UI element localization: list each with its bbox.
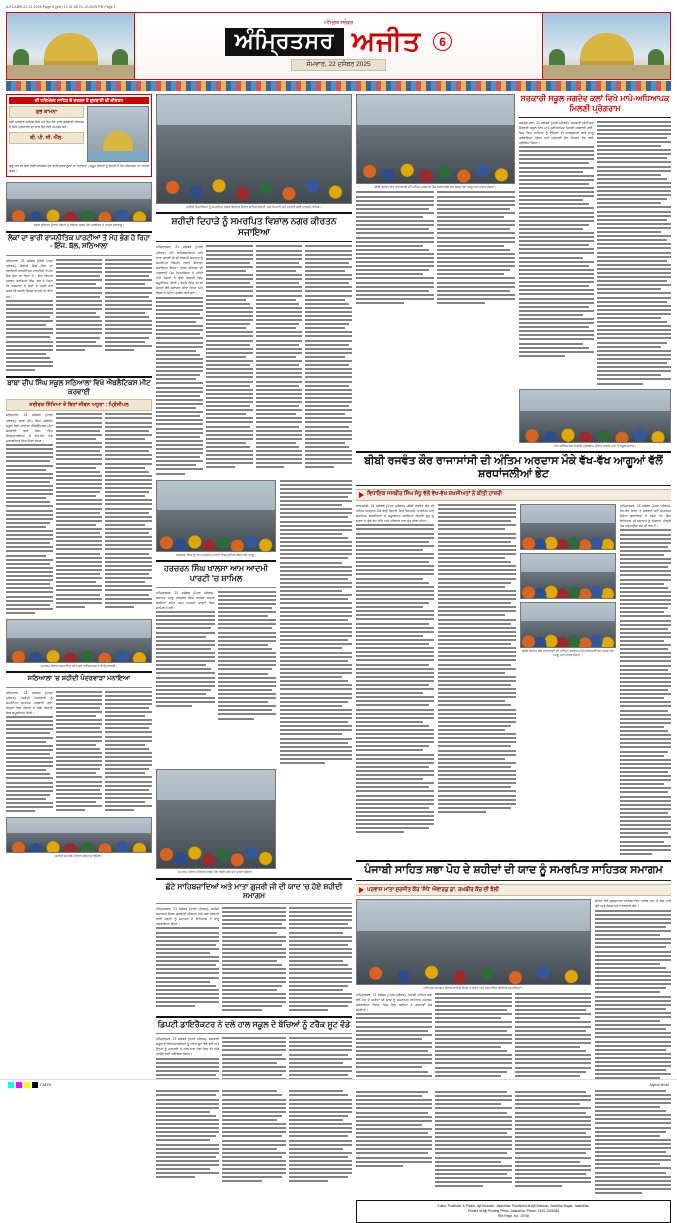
masthead-city: ਅੰਮ੍ਰਿਤਸਰ xyxy=(225,28,344,56)
photo-caption: ਸ਼ਹੀਦੀ ਸਮਾਗਮ ਦੌਰਾਨ ਸੰਗਤ ਦਾ ਇਕੱਠ। xyxy=(55,854,103,859)
right-subbar-text: ਵਿਧਾਇਕ ਜਸਬੀਰ ਸਿੰਘ ਸੰਧੂ ਵੱਲੋਂ ਵੱਖ-ਵੱਖ ਸ਼ਖ਼ਸੀਅਤਾਂ ਨੇ ਕੀਤੀ ਹਾਜ਼ਰੀ xyxy=(367,491,502,498)
story-headline: ਬਾਬਾ ਦੀਪ ਸਿੰਘ ਸਕੂਲ ਸਠਿਆਲਾ ਵਿਖੇ ਐਥਲੈਟਿਕਸ ਮੀਟ ਕਰਵਾਈ xyxy=(7,380,151,396)
story-body: ਅੰਮ੍ਰਿਤਸਰ, 21 ਦਸੰਬਰ (ਪੱਤਰ ਪ੍ਰੇਰਕ)- ਸਰਕਾਰੀ ਸਕੂਲ ਦੇ ਵਿਦਿਆਰਥੀਆਂ ਨੂੰ ਟਰੈਕ ਸੂਟ ਵੰਡੇ ਗਏ ਅਤੇ ਉਨ੍ਹਾਂ ਨੂੰ ਪੜ੍ਹਾਈ ਦੇ ਨਾਲ-ਨਾਲ ਖੇਡਾਂ ਵਿਚ ਵੀ ਅੱਗੇ ਆਉਣ ਲਈ ਪ੍ਰੇਰਿਆ ਗਿਆ। xyxy=(156,1037,220,1057)
story-photo xyxy=(520,504,616,550)
column-c-top xyxy=(356,94,515,448)
body-text-lines xyxy=(218,591,277,720)
body-text-lines xyxy=(356,191,434,304)
ad-headline: ਦੀ ਹਰਿਮੰਦਰ ਸਾਹਿਬ ਦੇ ਦਰਸ਼ਨ ਤੇ ਗੁਰਬਾਣੀ ਦੀ ਕੀਰਤਨ xyxy=(9,97,149,104)
story-body: ਸਠਿਆਲਾ, 21 ਦਸੰਬਰ (ਨਿੱਜੀ ਪੱਤਰ ਪ੍ਰੇਰਕ)- ਇਲਾਕੇ ਵਿਚ ਲੋਕਾਂ ਦਾ ਰਵਾਇਤੀ ਰਾਜਨੀਤਿਕ ਪਾਰਟੀਆਂ ਤੋਂ ਮੋਹ ਭੰਗ ਹੁੰਦਾ ਜਾ ਰਿਹਾ ਹੈ। ਇਹ ਵਿਚਾਰ ਪ੍ਰਗਟ ਕਰਦਿਆਂ ਇੰਜ. ਬੱਲ ਨੇ ਕਿਹਾ ਕਿ ਸਰਕਾਰਾਂ ਨੇ ਲੋਕਾਂ ਦੇ ਮਸਲੇ ਹੱਲ ਕਰਨ ਦੀ ਬਜਾਏ ਸਿਰਫ਼ ਵਾਅਦੇ ਹੀ ਕੀਤੇ ਹਨ। xyxy=(6,258,53,299)
body-text-lines xyxy=(222,907,285,1011)
photo-crowd xyxy=(521,621,615,647)
story-headline: ਸਠਿਆਲਾ 'ਚ ਸ਼ਹੀਦੀ ਪੰਦਰਵਾੜਾ ਮਨਾਇਆ xyxy=(27,675,131,683)
masthead-center xyxy=(135,13,542,79)
story-photo xyxy=(6,619,152,663)
ad-body: ਸ੍ਰੀ ਦਰਬਾਰ ਸਾਹਿਬ ਵਿਖੇ ਹਰ ਰੋਜ਼ ਹੋਣ ਵਾਲੇ ਗੁਰਬਾਣੀ ਕੀਰਤਨ ਦੇ ਸਿੱਧੇ ਪ੍ਰਸਾਰਣ ਦਾ ਲਾਭ ਲੈਣ ਲਈ ਸੰਪਰਕ ਕਰੋ। xyxy=(9,120,84,130)
body-text-lines xyxy=(156,1058,219,1179)
advertisement-box xyxy=(6,94,152,177)
cmyk-cyan-swatch xyxy=(8,1082,14,1088)
column-right-region xyxy=(356,94,671,1223)
story-headline: ਲੋਕਾਂ ਦਾ ਭਾਰੀ ਰਾਜਨੀਤਿਕ ਪਾਰਟੀਆਂ ਤੋਂ ਮੋਹ ਭੰਗ ਹੋ ਰਿਹਾ - ਇੰਜ. ਬੱਲ, ਸਠਿਆਲਾ xyxy=(7,234,151,251)
photo-caption: ਨਗਰ ਕੀਰਤਨ ਦੌਰਾਨ ਸੰਗਤਾਂ ਨੂੰ ਸੰਬੋਧਨ ਕਰਦੇ ਹੋਏ ਪ੍ਰਬੰਧਕ ਤੇ ਹਾਜ਼ਰ ਸ਼ਰਧਾਲੂ। xyxy=(33,223,125,228)
body-text-lines xyxy=(620,529,671,854)
ad-badge: ਸ਼ੁਭ ਕਾਮਨਾ xyxy=(9,106,84,118)
print-registration-bar xyxy=(0,1079,677,1089)
photo-crowd xyxy=(157,125,351,203)
body-text-lines xyxy=(206,245,253,468)
story-photo xyxy=(520,602,616,648)
page-body xyxy=(6,94,671,1223)
body-text-lines xyxy=(222,1037,285,1182)
body-text-lines xyxy=(105,691,152,812)
photo-crowd xyxy=(157,800,275,869)
body-text-lines xyxy=(156,611,215,707)
imprint-box xyxy=(356,1200,671,1223)
story-body: ਅੰਮ੍ਰਿਤਸਰ, 21 ਦਸੰਬਰ (ਪੱਤਰ ਪ੍ਰੇਰਕ)- ਸ਼ਹੀਦੀ ਸਮਾਗਮਾਂ ਦੌਰਾਨ ਗੁਰਬਾਣੀ ਕੀਰਤਨ ਅਤੇ ਕਥਾ ਵਿਚਾਰਾਂ ਰਾਹੀਂ ਸੰਗਤਾਂ ਨੂੰ ਸ਼ਹਾਦਤ ਦੇ ਇਤਿਹਾਸ ਤੋਂ ਜਾਣੂ ਕਰਵਾਇਆ ਗਿਆ। xyxy=(156,906,220,927)
photo-caption: ਮਾਪੇ-ਅਧਿਆਪਕ ਮਿਲਣੀ ਪ੍ਰੋਗਰਾਮ ਦੌਰਾਨ ਹਾਜ਼ਰ ਮਾਪੇ ਤੇ ਸਕੂਲ ਸਟਾਫ਼। xyxy=(553,443,637,448)
masthead-brand: ਅਜੀਤ xyxy=(351,26,422,57)
body-text-lines xyxy=(156,297,203,475)
body-text-lines xyxy=(56,691,103,812)
sahit-sabha-subbar xyxy=(356,884,671,896)
story-body: ਸੰਗਤਾਂ ਵੱਲੋਂ ਗੁਰਦੁਆਰਾ ਸਾਹਿਬ ਵਿਖੇ ਅਖੰਡ ਪਾਠ ਦੇ ਭੋਗ ਪਾਏ ਗਏ ਅਤੇ ਲੰਗਰ ਅਟੁੱਟ ਵਰਤਾਏ ਗਏ। xyxy=(595,899,671,909)
story-photo xyxy=(156,480,276,552)
body-text-lines xyxy=(437,191,515,304)
right-subbar xyxy=(356,489,671,501)
body-text-lines xyxy=(515,993,591,1187)
photo-crowd xyxy=(357,931,590,985)
photo-caption: ਸਾਹਿਤਕ ਸਮਾਗਮ ਦੌਰਾਨ ਸ਼ਾਮਿਲ ਲੇਖਕ ਤੇ ਸਰੋਤੇ ਅਤੇ ਸਨਮਾਨਿਤ ਕੀਤੀਆਂ ਸ਼ਖ਼ਸੀਅਤਾਂ। xyxy=(423,986,524,991)
column-center xyxy=(156,94,352,1223)
photo-caption: ਹਰਚਰਨ ਸਿੰਘ ਨੂੰ ਆਮ ਆਦਮੀ ਪਾਰਟੀ ਵਿਚ ਸ਼ਾਮਿਲ ਕਰਦੇ ਹੋਏ ਆਗੂ। xyxy=(175,552,257,557)
sahit-sabha-row xyxy=(356,899,671,1196)
print-meta-bar: AJIT-AMR-22-01-2025 Page 6 (pdf) 12:31:58 22-12-2025 PM Page 1 xyxy=(6,5,116,9)
body-text-lines xyxy=(519,146,594,357)
ad-tag: ਬੀ. ਪੀ. ਸੀ. ਐੱਲ. xyxy=(9,132,84,144)
body-text-lines xyxy=(105,413,152,607)
body-text-lines xyxy=(256,245,303,468)
body-text-lines xyxy=(595,910,671,1194)
alpha-level-label: Alpha level xyxy=(649,1082,669,1087)
photo-crowd xyxy=(357,125,514,183)
story-subbar: ਸਰੀਰਕ ਸਿੱਖਿਆ ਤੋਂ ਬਿਨਾਂ ਜੀਵਨ ਅਧੂਰਾ : ਪ੍ਰਿੰਸੀਪਲ xyxy=(6,399,152,411)
body-text-lines xyxy=(597,121,672,385)
photo-crowd xyxy=(7,833,151,853)
masthead-date: ਸੋਮਵਾਰ, 22 ਦਸੰਬਰ 2025 xyxy=(291,59,385,71)
masthead-tagline: ਅੰਮ੍ਰਿਤ ਸਰੋਵਰ xyxy=(323,20,354,27)
body-text-lines xyxy=(289,1037,352,1182)
body-text-lines xyxy=(105,259,152,351)
imprint-line-1: Editor, Publisher & Printer, Ajit Bhawan, Jalandhar. Published at Ajit Bhawan, Sarabha Nagar, Jalandhar. xyxy=(437,1204,590,1209)
page-number-badge: 6 xyxy=(433,32,452,51)
story-headline: ਛੋਟੇ ਸਾਹਿਬਜ਼ਾਦਿਆਂ ਅਤੇ ਮਾਤਾ ਗੁਜਰੀ ਜੀ ਦੀ ਯਾਦ 'ਚ ਹੋਏ ਸ਼ਹੀਦੀ ਸਮਾਗਮ xyxy=(165,881,343,900)
photo-caption: ਬੀਬੀ ਰਜਵੰਤ ਕੌਰ ਰਾਜਾਸਾਂਸੀ ਦੀ ਅੰਤਿਮ ਅਰਦਾਸ ਮੌਕੇ ਸ਼ਰਧਾਂਜਲੀ ਭੇਟ ਕਰਦੇ ਹੋਏ ਆਗੂ ਅਤੇ ਹਾਜ਼ਰ ਸੰਗਤਾਂ। xyxy=(522,648,614,658)
cmyk-black-swatch xyxy=(32,1082,38,1088)
right-main-headline: ਬੀਬੀ ਰਜਵੰਤ ਕੌਰ ਰਾਜਾਸਾਂਸੀ ਦੀ ਅੰਤਿਮ ਅਰਦਾਸ ਮੌਕੇ ਵੱਖ-ਵੱਖ ਆਗੂਆਂ ਵੱਲੋਂ ਸ਼ਰਧਾਂਜਲੀਆਂ ਭੇਟ xyxy=(364,455,663,481)
body-text-lines xyxy=(289,907,352,1011)
body-text-lines xyxy=(356,1013,432,1166)
photo-ground xyxy=(543,65,670,79)
body-text-lines xyxy=(438,504,516,813)
story-photo xyxy=(156,769,276,869)
sahit-sabha-headline: ਪੰਜਾਬੀ ਸਾਹਿਤ ਸਭਾ ਪੋਹ ਦੇ ਸ਼ਹੀਦਾਂ ਦੀ ਯਾਦ ਨੂੰ ਸਮਰਪਿਤ ਸਾਹਿਤਕ ਸਮਾਗਮ xyxy=(364,863,663,876)
body-text-lines xyxy=(6,444,53,614)
story-headline: ਡਿਪਟੀ ਡਾਇਰੈਕਟਰ ਨੇ ਦਲੇ ਹਾਲ ਸਕੂਲ ਦੇ ਬੱਚਿਆਂ ਨੂੰ ਟਰੈਕ ਸੂਟ ਵੰਡੇ xyxy=(157,1020,351,1030)
story-photo xyxy=(356,899,591,985)
imprint-line-2: Printed at Ajit Printing Press, Jalandhar. Phone: 0181-2455345 xyxy=(467,1209,560,1214)
photo-caption: ਸਮਾਗਮ ਦੌਰਾਨ ਸਨਮਾਨਿਤ ਕੀਤੇ ਗਏ ਅਧਿਆਪਕ ਤੇ ਵਿਦਿਆਰਥੀ। xyxy=(40,663,118,668)
cmyk-label: CMYK xyxy=(40,1082,52,1087)
column-left xyxy=(6,94,152,1223)
body-text-lines xyxy=(156,927,219,1007)
imprint-line-3: RNI Regn. No. 10760 xyxy=(497,1214,530,1218)
right-top-row xyxy=(356,94,671,448)
story-photo xyxy=(356,94,515,184)
story-body: ਰਾਜਾਸਾਂਸੀ, 21 ਦਸੰਬਰ (ਪੱਤਰ ਪ੍ਰੇਰਕ)- ਬੀਬੀ ਰਜਵੰਤ ਕੌਰ ਦੀ ਅੰਤਿਮ ਅਰਦਾਸ ਮੌਕੇ ਵੱਡੀ ਗਿਣਤੀ ਵਿਚ ਸਿਆਸੀ, ਧਾਰਮਿਕ ਅਤੇ ਸਮਾਜਿਕ ਸ਼ਖ਼ਸੀਅਤਾਂ ਨੇ ਸ਼ਮੂਲੀਅਤ ਕਰਦਿਆਂ ਵਿਛੜੀ ਰੂਹ ਨੂੰ ਸ਼ਰਧਾ ਦੇ ਫੁੱਲ ਭੇਟ ਕੀਤੇ ਅਤੇ ਪਰਿਵਾਰ ਨਾਲ ਦੁੱਖ ਸਾਂਝਾ ਕੀਤਾ। xyxy=(356,503,434,524)
body-text-lines xyxy=(56,259,103,351)
body-text-lines xyxy=(305,245,352,468)
cmyk-yellow-swatch xyxy=(24,1082,30,1088)
story-body: ਅੰਮ੍ਰਿਤਸਰ, 21 ਦਸੰਬਰ (ਪੱਤਰ ਪ੍ਰੇਰਕ)- ਸਥਾਨਕ ਆਗੂ ਹਰਚਰਨ ਸਿੰਘ ਖਾਲਸਾ ਆਪਣੇ ਸਾਥੀਆਂ ਸਮੇਤ ਆਮ ਆਦਮੀ ਪਾਰਟੀ ਵਿਚ ਸ਼ਾਮਿਲ ਹੋ ਗਏ। xyxy=(156,590,215,610)
photo-crowd xyxy=(7,199,151,221)
cmyk-marks xyxy=(8,1082,52,1088)
story-body: ਸਠਿਆਲਾ, 21 ਦਸੰਬਰ (ਪੱਤਰ ਪ੍ਰੇਰਕ)- ਬਾਬਾ ਦੀਪ ਸਿੰਘ ਪਬਲਿਕ ਸਕੂਲ ਵਿਖੇ ਸਾਲਾਨਾ ਐਥਲੈਟਿਕਸ ਮੀਟ ਕਰਵਾਈ ਗਈ ਜਿਸ ਵਿਚ ਵਿਦਿਆਰਥੀਆਂ ਨੇ ਵੱਖ-ਵੱਖ ਖੇਡ ਮੁਕਾਬਲਿਆਂ ਵਿਚ ਹਿੱਸਾ ਲਿਆ। xyxy=(6,413,53,443)
body-text-lines xyxy=(280,480,352,764)
story-photo xyxy=(519,389,671,443)
ornamental-strip xyxy=(6,81,671,91)
body-text-lines xyxy=(356,524,434,833)
story-photo xyxy=(6,817,152,853)
body-text-lines xyxy=(6,716,53,812)
cmyk-magenta-swatch xyxy=(16,1082,22,1088)
story-body: ਸਠਿਆਲਾ, 21 ਦਸੰਬਰ (ਪੱਤਰ ਪ੍ਰੇਰਕ)- ਸ਼ਹੀਦੀ ਪੰਦਰਵਾੜੇ ਨੂੰ ਸਮਰਪਿਤ ਸਮਾਗਮ ਕਰਵਾਏ ਗਏ, ਜਿਨ੍ਹਾਂ ਵਿਚ ਸੰਗਤਾਂ ਨੇ ਵੱਡੀ ਗਿਣਤੀ ਵਿਚ ਸ਼ਮੂਲੀਅਤ ਕੀਤੀ। xyxy=(6,690,53,715)
photo-crowd xyxy=(521,523,615,549)
photo-caption: ਬੀਬੀ ਰਜਵੰਤ ਕੌਰ ਰਾਜਾਸਾਂਸੀ ਦੀ ਅੰਤਿਮ ਅਰਦਾਸ ਮੌਕੇ ਸ਼ਰਧਾਂਜਲੀ ਭੇਟ ਕਰਦੇ ਹੋਏ ਆਗੂ ਅਤੇ ਹਾਜ਼ਰ ਸੰਗਤਾਂ। xyxy=(374,185,497,189)
lead-photo xyxy=(156,94,352,204)
masthead-photo-left xyxy=(7,13,135,79)
lead-photo-caption: ਸ਼ਹੀਦੀ ਦਿਹਾੜਿਆਂ ਨੂੰ ਸਮਰਪਿਤ ਨਗਰ ਕੀਰਤਨ ਦੌਰਾਨ ਸ਼ਾਮਿਲ ਸੰਗਤਾਂ, ਪੰਜ ਪਿਆਰੇ ਅਤੇ ਸਜਾਈ ਗਈ ਪਾਲਕੀ ਸਾਹਿਬ। xyxy=(186,205,322,209)
body-text-lines xyxy=(435,993,511,1187)
column-d-top xyxy=(519,94,671,448)
masthead xyxy=(6,12,671,80)
story-body: ਅੰਮ੍ਰਿਤਸਰ, 21 ਦਸੰਬਰ (ਪੱਤਰ ਪ੍ਰੇਰਕ)- ਵੱਖ-ਵੱਖ ਥਾਵਾਂ 'ਤੇ ਕਰਵਾਏ ਗਏ ਸਮਾਗਮਾਂ ਦੌਰਾਨ ਬੁਲਾਰਿਆਂ ਨੇ ਕਿਹਾ ਕਿ ਸਿੱਖ ਇਤਿਹਾਸ ਦੀ ਸ਼ਹਾਦਤ ਨੂੰ ਨੌਜਵਾਨ ਪੀੜ੍ਹੀ ਤੱਕ ਪਹੁੰਚਾਉਣਾ ਸਮੇਂ ਦੀ ਲੋੜ ਹੈ। xyxy=(620,503,671,529)
photo-ground xyxy=(7,65,134,79)
sahit-sabha-subbar-text: ਪਰਵਾਸ ਮਾਤਾ ਸੁਰਜੀਤ ਕੌਰ 'ਸੰਧੇ' ਐਵਾਰਡ ਡਾ. ਰਘਬੀਰ ਕੌਰ ਦੀ ਝੋਲੀ xyxy=(367,886,499,893)
photo-crowd xyxy=(7,638,151,662)
story-headline: ਸਰਕਾਰੀ ਸਕੂਲ ਜਗਦੇਵ ਕਲਾਂ ਵਿਖੇ ਮਾਪੇ-ਅਧਿਆਪਕ ਮਿਲਣੀ ਪ੍ਰੋਗਰਾਮ xyxy=(520,94,670,113)
photo-water xyxy=(88,151,148,161)
ad-notes: ਗੁਰੂ ਘਰ ਦੀ ਸੇਵਾ ਲਈ ਸਹਿਯੋਗ ਦੇਣ ਵਾਲੇ ਸ਼ਰਧਾਲੂਆਂ ਦਾ ਧੰਨਵਾਦ। ਸਮੂਹ ਸੰਗਤਾਂ ਨੂੰ ਬੇਨਤੀ ਹੈ ਕਿ ਮਰਿਆਦਾ ਦਾ ਪਾਲਣ ਕਰਨ। xyxy=(9,164,149,174)
body-text-lines xyxy=(6,300,53,372)
story-photo xyxy=(520,553,616,599)
masthead-title-row xyxy=(139,28,538,56)
story-body: ਜਗਦੇਵ ਕਲਾਂ, 21 ਦਸੰਬਰ (ਪੱਤਰ ਪ੍ਰੇਰਕ)- ਸਰਕਾਰੀ ਸੀਨੀਅਰ ਸੈਕੰਡਰੀ ਸਕੂਲ ਵਿਖੇ ਮਾਪੇ-ਅਧਿਆਪਕ ਮਿਲਣੀ ਕਰਵਾਈ ਗਈ, ਜਿਸ ਵਿਚ ਮਾਪਿਆਂ ਨੂੰ ਬੱਚਿਆਂ ਦੀ ਕਾਰਗੁਜ਼ਾਰੀ ਬਾਰੇ ਜਾਣੂ ਕਰਵਾਇਆ ਗਿਆ ਅਤੇ ਪੜ੍ਹਾਈ ਵੱਲ ਧਿਆਨ ਦੇਣ ਲਈ ਪ੍ਰੇਰਿਆ ਗਿਆ। xyxy=(519,120,594,145)
masthead-photo-right xyxy=(542,13,670,79)
photo-crowd xyxy=(521,572,615,598)
right-body-row xyxy=(356,504,671,857)
story-headline: ਹਰਚਰਨ ਸਿੰਘ ਖਾਲਸਾ ਆਮ ਆਦਮੀ ਪਾਰਟੀ 'ਚ ਸ਼ਾਮਿਲ xyxy=(164,564,268,583)
lead-headline: ਸ਼ਹੀਦੀ ਦਿਹਾੜੇ ਨੂੰ ਸਮਰਪਿਤ ਵਿਸ਼ਾਲ ਨਗਰ ਕੀਰਤਨ ਸਜਾਇਆ xyxy=(171,216,337,238)
story-photo xyxy=(6,182,152,222)
body-text-lines xyxy=(56,413,103,607)
lead-body: ਅੰਮ੍ਰਿਤਸਰ, 21 ਦਸੰਬਰ (ਪੱਤਰ ਪ੍ਰੇਰਕ)- ਛੋਟੇ ਸਾਹਿਬਜ਼ਾਦਿਆਂ ਅਤੇ ਮਾਤਾ ਗੁਜਰੀ ਜੀ ਦੀ ਲਾਸਾਨੀ ਸ਼ਹਾਦਤ ਨੂੰ ਸਮਰਪਿਤ ਵਿਸ਼ਾਲ ਨਗਰ ਕੀਰਤਨ ਸਜਾਇਆ ਗਿਆ। ਨਗਰ ਕੀਰਤਨ ਦੀ ਅਗਵਾਈ ਪੰਜ ਪਿਆਰਿਆਂ ਨੇ ਕੀਤੀ ਅਤੇ ਸੰਗਤਾਂ ਨੇ ਵੱਡੀ ਗਿਣਤੀ ਵਿਚ ਸ਼ਮੂਲੀਅਤ ਕੀਤੀ। ਰਸਤੇ ਵਿਚ ਥਾਂ-ਥਾਂ ਸੰਗਤਾਂ ਵੱਲੋਂ ਸਵਾਗਤ ਕੀਤਾ ਗਿਆ ਅਤੇ ਲੰਗਰ ਦੇ ਅਟੁੱਟ ਪ੍ਰਬੰਧ ਕੀਤੇ ਗਏ। xyxy=(156,245,203,296)
photo-crowd xyxy=(520,411,670,441)
photo-caption: ਸਮਾਗਮ ਦੌਰਾਨ ਕੀਰਤਨ ਕਰਦੇ ਹੋਏ ਰਾਗੀ ਜਥੇ ਅਤੇ ਹਾਜ਼ਰ ਸੰਗਤਾਂ। xyxy=(178,870,254,875)
ad-photo xyxy=(87,106,149,162)
triangle-bullet-icon xyxy=(359,492,364,498)
photo-crowd xyxy=(157,510,275,551)
story-body: ਅੰਮ੍ਰਿਤਸਰ, 21 ਦਸੰਬਰ (ਪੱਤਰ ਪ੍ਰੇਰਕ)- ਪੰਜਾਬੀ ਸਾਹਿਤ ਸਭਾ ਵੱਲੋਂ ਪੋਹ ਦੇ ਸ਼ਹੀਦਾਂ ਦੀ ਯਾਦ ਨੂੰ ਸਮਰਪਿਤ ਸਾਹਿਤਕ ਸਮਾਗਮ ਕਰਵਾਇਆ ਗਿਆ, ਜਿਸ ਵਿਚ ਕਵੀਆਂ ਨੇ ਰਚਨਾਵਾਂ ਪੇਸ਼ ਕੀਤੀਆਂ। xyxy=(356,992,433,1013)
triangle-bullet-icon xyxy=(359,887,364,893)
